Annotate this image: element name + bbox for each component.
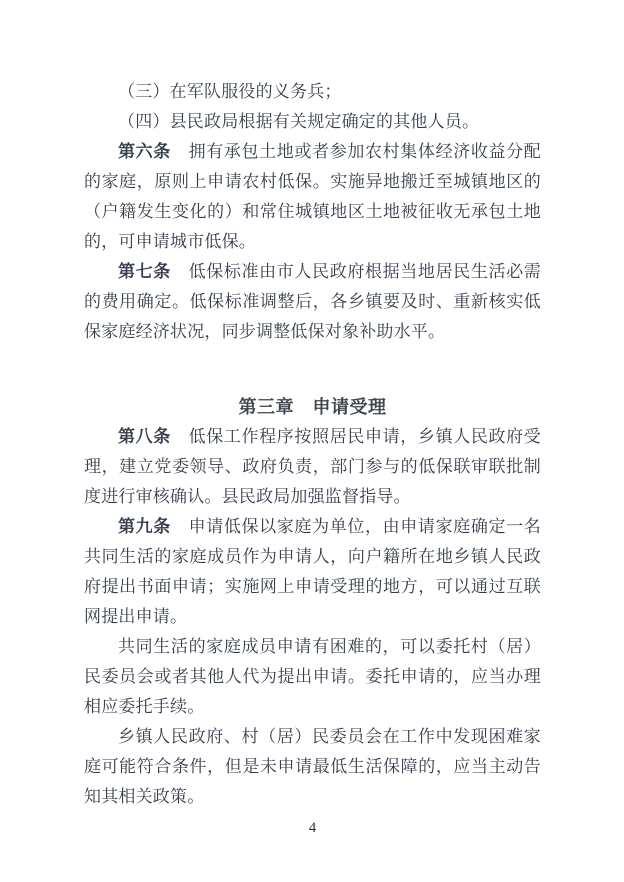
- paragraph-delegate-apply: [84, 632, 541, 722]
- article-number: 第八条: [118, 427, 189, 446]
- article-number: 第六条: [118, 142, 189, 161]
- article-number: 第九条: [118, 517, 189, 536]
- paragraph-text: （三）在军队服役的义务兵；: [118, 82, 342, 101]
- paragraph-article-8: [84, 422, 541, 512]
- article-number: 第七条: [118, 262, 189, 281]
- paragraph-text: 乡镇人民政府、村（居）民委员会在工作中发现困难家庭可能符合条件，但是未申请最低生活保障的，应当主动告知其相关政策。: [84, 727, 541, 806]
- paragraph-text: （四）县民政局根据有关规定确定的其他人员。: [118, 112, 480, 131]
- paragraph-inform-policy: [84, 722, 541, 812]
- paragraph-article-6: [84, 137, 541, 257]
- paragraph-text: 申请低保以家庭为单位，由申请家庭确定一名共同生活的家庭成员作为申请人，向户籍所在地乡镇人民政府提出书面申请；实施网上申请受理的地方，可以通过互联网提出申请。: [84, 517, 541, 626]
- chapter-heading: 第三章 申请受理: [238, 397, 387, 417]
- page-number: 4: [308, 820, 317, 836]
- paragraph-item-4: [84, 107, 541, 137]
- paragraph-article-7: [84, 257, 541, 347]
- paragraph-text: 共同生活的家庭成员申请有困难的，可以委托村（居）民委员会或者其他人代为提出申请。委托申请的，应当办理相应委托手续。: [84, 637, 541, 716]
- paragraph-item-3: [84, 77, 541, 107]
- paragraph-text: 低保工作程序按照居民申请，乡镇人民政府受理，建立党委领导、政府负责，部门参与的低保联审联批制度进行审核确认。县民政局加强监督指导。: [84, 427, 541, 506]
- paragraph-text: 低保标准由市人民政府根据当地居民生活必需的费用确定。低保标准调整后，各乡镇要及时、重新核实低保家庭经济状况，同步调整低保对象补助水平。: [84, 262, 541, 341]
- document-content: [84, 77, 541, 812]
- paragraph-text: 拥有承包土地或者参加农村集体经济收益分配的家庭，原则上申请农村低保。实施异地搬迁至城镇地区的（户籍发生变化的）和常住城镇地区土地被征收无承包土地的，可申请城市低保。: [84, 142, 541, 251]
- paragraph-article-9: [84, 512, 541, 632]
